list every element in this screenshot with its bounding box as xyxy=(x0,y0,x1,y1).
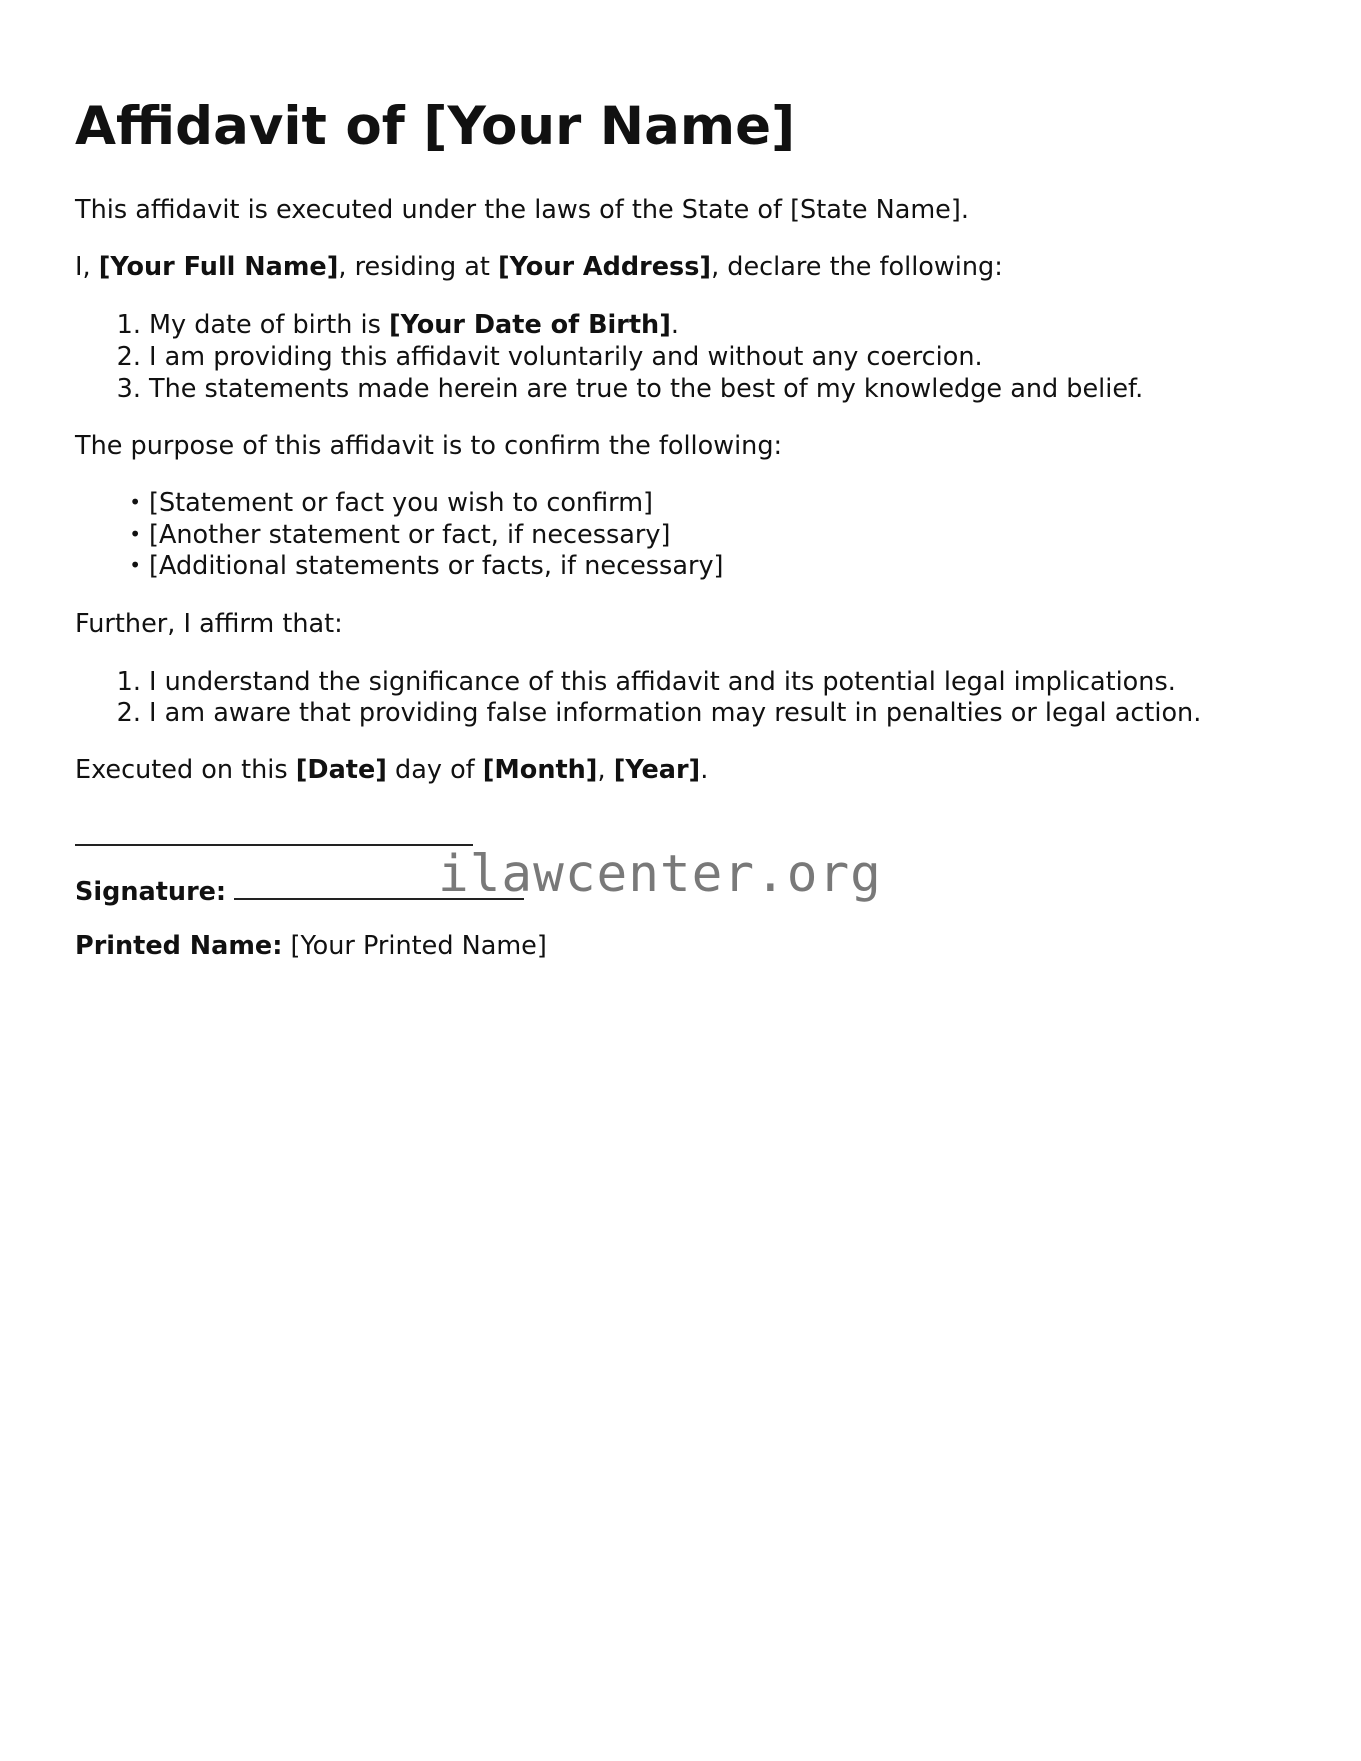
bullet-item xyxy=(109,487,653,520)
full-name-placeholder: [Your Full Name] xyxy=(98,252,339,282)
year-placeholder: [Year] xyxy=(613,755,701,785)
bullet-item xyxy=(109,550,724,583)
list-item-text: I am providing this affidavit voluntarily and without any coercion. xyxy=(149,342,983,372)
bullet-marker: • xyxy=(129,490,141,514)
list-item xyxy=(109,341,983,373)
list-marker: 1. xyxy=(116,310,141,340)
list-item xyxy=(109,309,679,341)
address-placeholder: [Your Address] xyxy=(498,252,712,282)
purpose-paragraph: The purpose of this affidavit is to confirm the following: xyxy=(75,431,783,461)
bullet-marker: • xyxy=(129,522,141,546)
list-marker: 2. xyxy=(116,342,141,372)
list-item xyxy=(109,373,1143,405)
watermark: ilawcenter.org xyxy=(438,845,882,904)
bullet-text: [Another statement or fact, if necessary] xyxy=(149,520,671,550)
declaration-prefix: I, xyxy=(75,252,99,282)
intro-paragraph: This affidavit is executed under the laws of the State of [State Name]. xyxy=(75,195,969,225)
executed-middle: day of xyxy=(386,755,483,785)
dob-placeholder: [Your Date of Birth] xyxy=(388,310,671,340)
executed-suffix: . xyxy=(700,755,709,785)
dob-suffix: . xyxy=(670,310,679,340)
executed-paragraph xyxy=(75,754,708,786)
declaration-middle: , residing at xyxy=(338,252,499,282)
list-item-text: I am aware that providing false information may result in penalties or legal action. xyxy=(149,698,1202,728)
document-title: Affidavit of [Your Name] xyxy=(75,96,796,157)
list-item-text: The statements made herein are true to the best of my knowledge and belief. xyxy=(149,374,1144,404)
declaration-paragraph xyxy=(75,251,1003,283)
signature-rule xyxy=(75,844,473,846)
list-item-text: I understand the significance of this affidavit and its potential legal implications. xyxy=(149,667,1176,697)
printed-name-value: [Your Printed Name] xyxy=(282,931,547,961)
bullet-item xyxy=(109,519,670,552)
printed-name-label: Printed Name: xyxy=(75,931,283,961)
list-marker: 2. xyxy=(116,698,141,728)
dob-prefix: My date of birth is xyxy=(149,310,389,340)
list-marker: 3. xyxy=(116,374,141,404)
list-marker: 1. xyxy=(116,667,141,697)
date-placeholder: [Date] xyxy=(295,755,387,785)
bullet-text: [Additional statements or facts, if necessary] xyxy=(149,551,724,581)
bullet-marker: • xyxy=(129,553,141,577)
further-paragraph: Further, I affirm that: xyxy=(75,609,343,639)
bullet-text: [Statement or fact you wish to confirm] xyxy=(149,488,653,518)
list-item xyxy=(109,697,1201,729)
declaration-suffix: , declare the following: xyxy=(711,252,1003,282)
list-item xyxy=(109,666,1176,698)
month-placeholder: [Month] xyxy=(482,755,598,785)
printed-name-line xyxy=(75,930,547,962)
executed-comma: , xyxy=(597,755,614,785)
executed-prefix: Executed on this xyxy=(75,755,296,785)
signature-label: Signature: xyxy=(75,877,227,907)
